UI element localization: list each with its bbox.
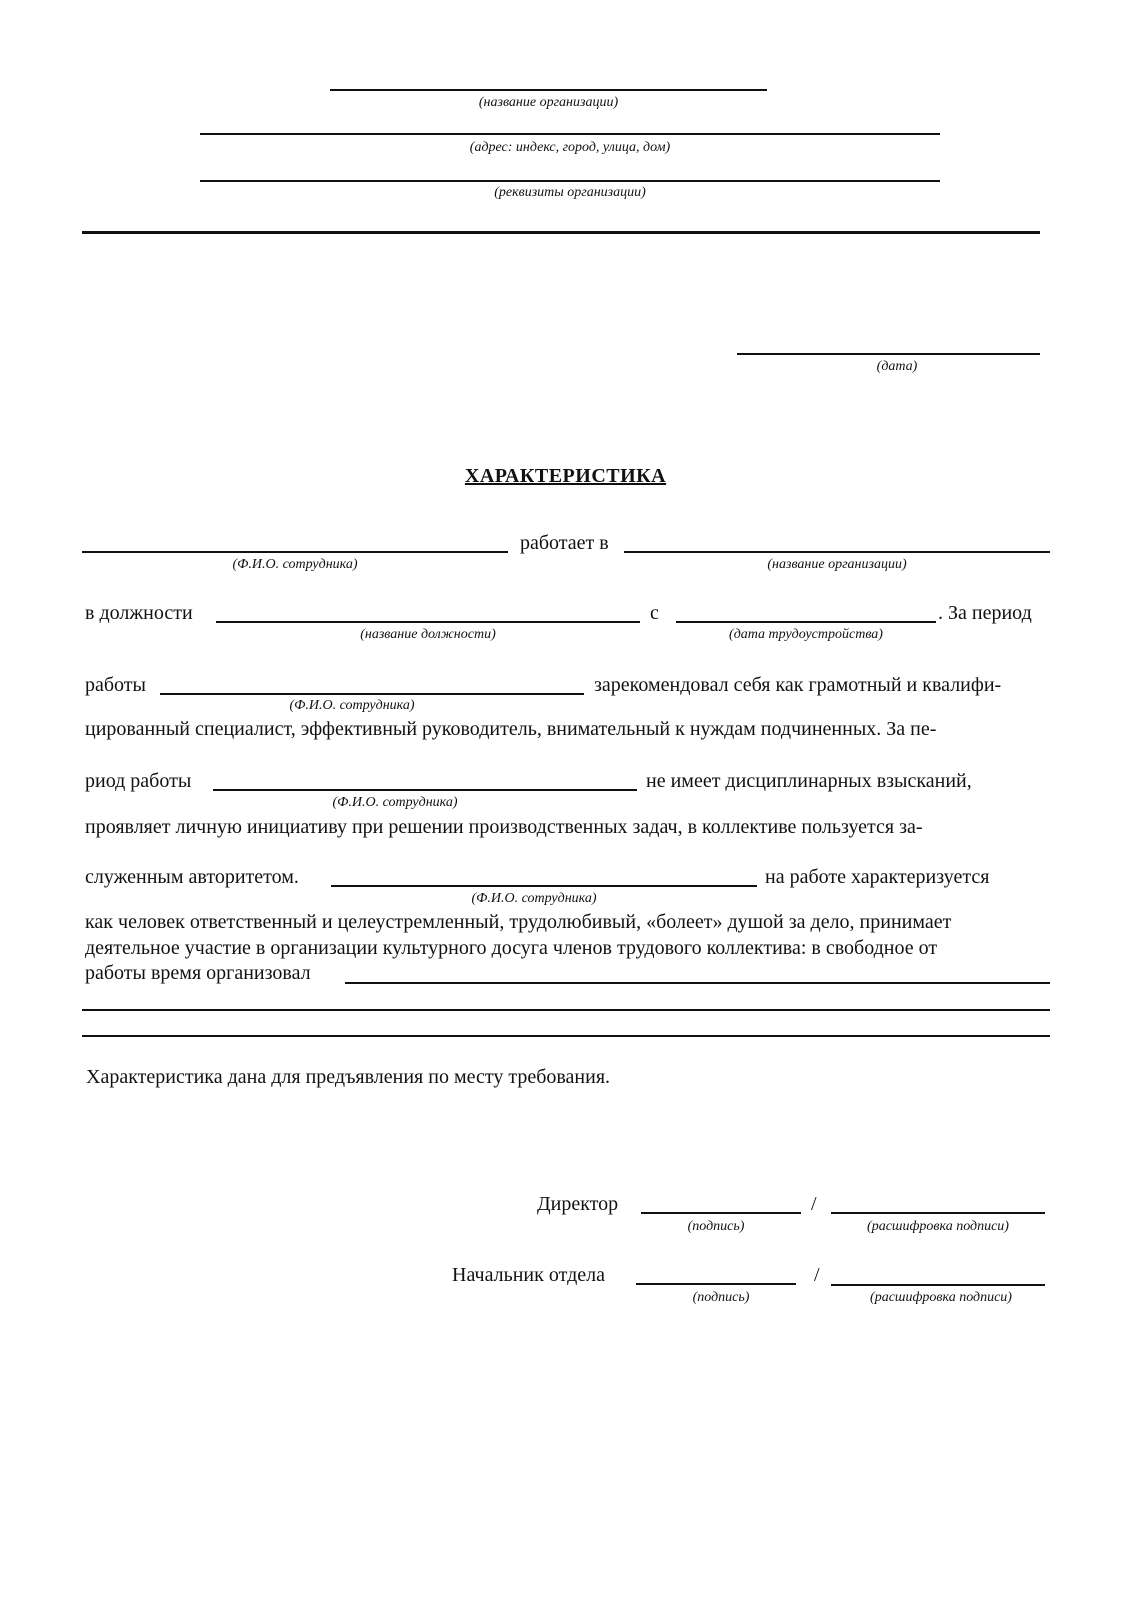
employee-name-field-1[interactable] bbox=[82, 551, 508, 553]
organized-activities-field-3[interactable] bbox=[82, 1035, 1050, 1037]
header-divider bbox=[82, 231, 1040, 234]
director-signature-field[interactable] bbox=[641, 1212, 801, 1214]
head-of-department-label: Начальник отдела bbox=[452, 1264, 605, 1286]
hire-date-caption: (дата трудоустройства) bbox=[729, 627, 883, 642]
work-period-label: риод работы bbox=[85, 770, 192, 792]
director-decode-field[interactable] bbox=[831, 1212, 1045, 1214]
no-penalties-text: не имеет дисциплинарных взысканий, bbox=[646, 770, 972, 792]
employee-name-caption-4: (Ф.И.О. сотрудника) bbox=[471, 891, 597, 906]
director-slash: / bbox=[811, 1193, 817, 1215]
body-line-6: проявляет личную инициативу при решении производственных задач, в коллективе пользуется за- bbox=[85, 816, 923, 838]
director-decode-caption: (расшифровка подписи) bbox=[867, 1219, 1009, 1234]
employee-name-caption-1: (Ф.И.О. сотрудника) bbox=[232, 557, 358, 572]
position-field[interactable] bbox=[216, 621, 640, 623]
employee-name-field-3[interactable] bbox=[213, 789, 637, 791]
employee-name-field-2[interactable] bbox=[160, 693, 584, 695]
employee-name-caption-3: (Ф.И.О. сотрудника) bbox=[332, 795, 458, 810]
body-line-4: цированный специалист, эффективный руководитель, внимательный к нуждам подчиненных. За пе- bbox=[85, 718, 937, 740]
body-line-10: работы время организовал bbox=[85, 962, 311, 984]
works-at-text: работает в bbox=[520, 532, 609, 554]
body-line-8: как человек ответственный и целеустремленный, трудолюбивый, «болеет» душой за дело, принимает bbox=[85, 911, 952, 933]
organized-activities-field-1[interactable] bbox=[345, 982, 1050, 984]
head-slash: / bbox=[814, 1264, 820, 1286]
period-text: . За период bbox=[938, 602, 1032, 624]
org-name-caption: (название организации) bbox=[478, 95, 619, 110]
authority-text: служенным авторитетом. bbox=[85, 866, 299, 888]
organized-activities-field-2[interactable] bbox=[82, 1009, 1050, 1011]
head-signature-field[interactable] bbox=[636, 1283, 796, 1285]
head-signature-caption: (подпись) bbox=[692, 1290, 750, 1305]
body-line-9: деятельное участие в организации культурного досуга членов трудового коллектива: в свободное от bbox=[85, 937, 938, 959]
address-caption: (адрес: индекс, город, улица, дом) bbox=[469, 140, 671, 155]
characterized-text: на работе характеризуется bbox=[765, 866, 990, 888]
organization-name-caption: (название организации) bbox=[767, 557, 907, 572]
work-label: работы bbox=[85, 674, 146, 696]
position-caption: (название должности) bbox=[360, 627, 496, 642]
head-decode-field[interactable] bbox=[831, 1284, 1045, 1286]
date-line[interactable] bbox=[737, 353, 1040, 355]
director-signature-caption: (подпись) bbox=[687, 1219, 745, 1234]
employee-name-field-4[interactable] bbox=[331, 885, 757, 887]
closing-statement: Характеристика дана для предъявления по месту требования. bbox=[86, 1066, 611, 1088]
recommendation-text: зарекомендовал себя как грамотный и квалифи- bbox=[594, 674, 1002, 696]
date-caption: (дата) bbox=[876, 359, 918, 374]
director-label: Директор bbox=[537, 1193, 619, 1215]
requisites-caption: (реквизиты организации) bbox=[494, 185, 646, 200]
since-label: с bbox=[650, 602, 659, 624]
hire-date-field[interactable] bbox=[676, 621, 936, 623]
org-name-line[interactable] bbox=[330, 89, 767, 91]
requisites-line[interactable] bbox=[200, 180, 940, 182]
head-decode-caption: (расшифровка подписи) bbox=[870, 1290, 1012, 1305]
document-title: ХАРАКТЕРИСТИКА bbox=[464, 465, 667, 487]
organization-name-field[interactable] bbox=[624, 551, 1050, 553]
employee-name-caption-2: (Ф.И.О. сотрудника) bbox=[289, 698, 415, 713]
position-label: в должности bbox=[85, 602, 193, 624]
address-line[interactable] bbox=[200, 133, 940, 135]
